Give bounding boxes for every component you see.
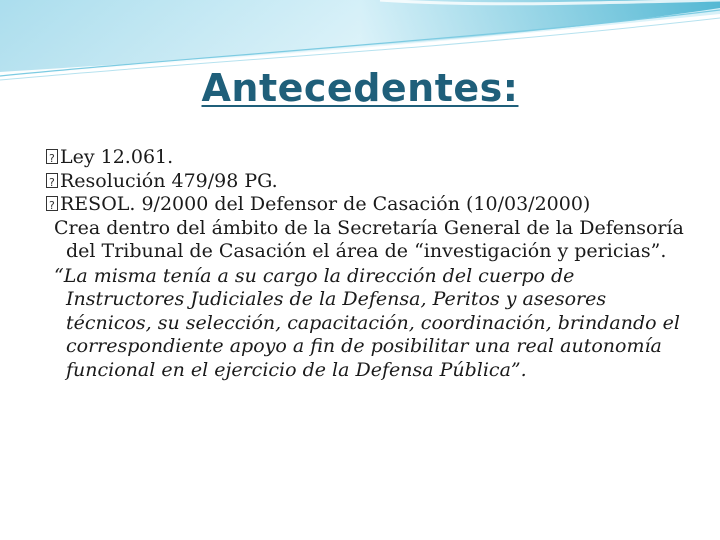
bullet-text: Resolución 479/98 PG.	[60, 169, 278, 192]
missing-glyph-bullet-icon	[46, 173, 58, 188]
description-paragraph: Crea dentro del ámbito de la Secretaría General de la Defensoría del Tribunal de Casación el área de “investigación y pericias”.	[54, 216, 684, 262]
quote-paragraph: “La misma tenía a su cargo la dirección del cuerpo de Instructores Judiciales de la Defensa, Peritos y asesores técnicos, su selección, capacitación, coordinación, brindando el correspondiente apoyo a fin de posibilitar una real autonomía funcional en el ejercicio de la Defensa Pública”.	[54, 264, 680, 381]
slide-body	[46, 146, 696, 382]
bullet-text: RESOL. 9/2000 del Defensor de Casación (10/03/2000)	[60, 193, 591, 215]
bullet-item	[46, 193, 696, 217]
slide-title: Antecedentes:	[201, 66, 519, 110]
missing-glyph-bullet-icon	[46, 149, 58, 164]
bullet-item	[46, 170, 696, 194]
bullet-text: Ley 12.061.	[60, 146, 174, 168]
missing-glyph-bullet-icon	[46, 196, 58, 211]
bullet-item	[46, 146, 696, 170]
